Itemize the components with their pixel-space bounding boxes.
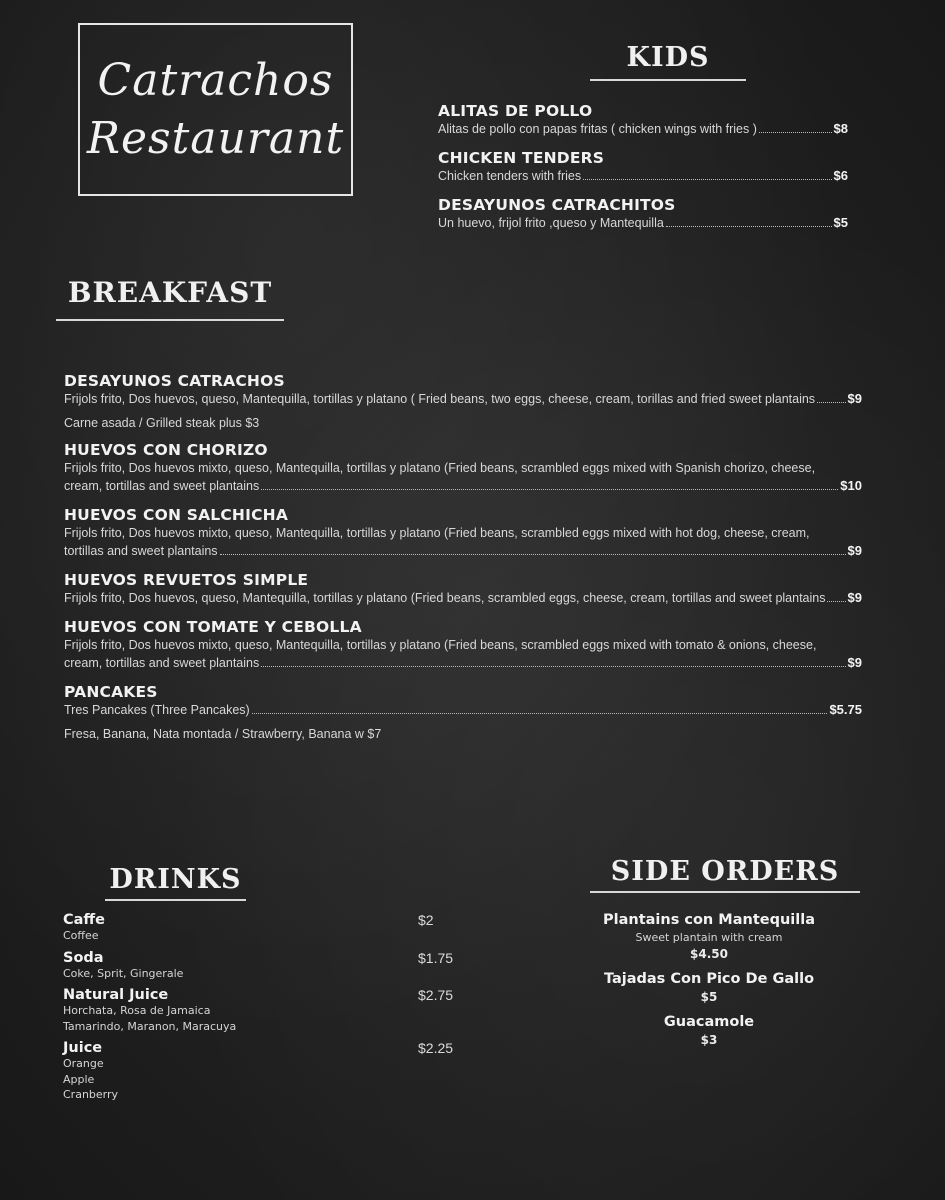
item-desc-row	[64, 701, 862, 719]
menu-item	[438, 102, 848, 138]
item-desc: Chicken tenders with fries	[438, 169, 582, 183]
item-price: $6	[833, 168, 848, 183]
drink-name: Natural Juice	[63, 987, 169, 1003]
item-price: $10	[840, 478, 862, 493]
drinks-section	[63, 912, 483, 1109]
drink-item	[63, 987, 483, 1034]
item-desc-row	[64, 589, 862, 607]
item-desc-row	[64, 390, 862, 408]
drink-sub: Orange	[63, 1057, 104, 1070]
leader-dots	[220, 554, 846, 555]
drink-item	[63, 912, 483, 944]
side-item	[590, 971, 828, 1004]
item-desc: Alitas de pollo con papas fritas ( chicken wings with fries )	[438, 122, 757, 136]
item-price: $9	[847, 655, 862, 670]
item-name: DESAYUNOS CATRACHITOS	[438, 196, 676, 214]
item-name: HUEVOS CON SALCHICHA	[64, 506, 289, 524]
menu-item	[64, 506, 862, 560]
item-name: CHICKEN TENDERS	[438, 149, 605, 167]
item-price: $9	[847, 590, 862, 605]
drink-price: $2	[418, 912, 434, 928]
breakfast-section	[64, 372, 862, 752]
drink-sub: Coffee	[63, 929, 99, 942]
side-name: Guacamole	[663, 1014, 755, 1030]
side-price: $3	[700, 1033, 718, 1047]
leader-dots	[817, 402, 845, 403]
logo-line-2: Restaurant	[86, 112, 345, 164]
side-item	[590, 1014, 828, 1047]
kids-section-title: KIDS	[590, 42, 746, 81]
item-desc-row	[64, 542, 862, 560]
drink-name: Caffe	[63, 912, 106, 928]
drink-price: $1.75	[418, 949, 454, 966]
drink-price: $2.75	[418, 987, 454, 1003]
item-desc-line: Frijols frito, Dos huevos mixto, queso, Mantequilla, tortillas y platano (Fried beans, scrambled eggs mixed with Spanish chorizo, cheese,	[64, 461, 816, 475]
drink-sub: Coke, Sprit, Gingerale	[63, 966, 184, 980]
menu-item	[64, 618, 862, 672]
item-name: DESAYUNOS CATRACHOS	[64, 372, 285, 390]
item-price: $9	[847, 543, 862, 558]
item-desc: Un huevo, frijol frito ,queso y Mantequilla	[438, 216, 664, 230]
item-note: Fresa, Banana, Nata montada / Strawberry, Banana w $7	[64, 727, 382, 741]
drink-sub: Apple	[63, 1072, 95, 1086]
item-price: $5.75	[829, 702, 862, 717]
item-price: $9	[847, 391, 862, 406]
leader-dots	[827, 601, 845, 602]
item-desc-row	[64, 654, 862, 672]
item-name: HUEVOS REVUETOS SIMPLE	[64, 571, 309, 589]
leader-dots	[583, 179, 831, 180]
side-orders-section-title: SIDE ORDERS	[590, 856, 860, 893]
leader-dots	[252, 713, 828, 714]
side-name: Tajadas Con Pico De Gallo	[603, 971, 815, 987]
item-price: $5	[833, 215, 848, 230]
side-price: $4.50	[690, 947, 728, 961]
item-price: $8	[833, 121, 848, 136]
drink-name: Soda	[63, 949, 104, 966]
drink-item	[63, 1040, 483, 1103]
item-note: Carne asada / Grilled steak plus $3	[64, 416, 260, 430]
menu-item	[438, 149, 848, 185]
item-desc: Frijols frito, Dos huevos, queso, Mantequilla, tortillas y platano ( Fried beans, two eggs, cheese, cream, torillas and fried sweet plantains	[64, 392, 816, 406]
restaurant-logo	[78, 23, 353, 196]
leader-dots	[759, 132, 832, 133]
drink-price: $2.25	[418, 1040, 454, 1056]
leader-dots	[666, 226, 832, 227]
item-desc-line: Frijols frito, Dos huevos mixto, queso, Mantequilla, tortillas y platano (Fried beans, scrambled eggs mixed with hot dog, cheese, cream,	[64, 526, 810, 540]
item-name: HUEVOS CON CHORIZO	[64, 441, 268, 459]
side-sub: Sweet plantain with cream	[635, 931, 783, 944]
menu-item	[64, 372, 862, 430]
side-orders-section	[590, 912, 828, 1057]
logo-line-1: Catrachos	[97, 54, 334, 106]
item-desc: Frijols frito, Dos huevos, queso, Mantequilla, tortillas y platano (Fried beans, scrambled eggs, cheese, cream, tortillas and sweet plantains	[64, 591, 826, 605]
item-desc: Tres Pancakes (Three Pancakes)	[64, 703, 250, 717]
drink-name: Juice	[63, 1040, 103, 1056]
item-desc: cream, tortillas and sweet plantains	[64, 656, 260, 670]
breakfast-section-title: BREAKFAST	[56, 276, 284, 321]
side-item	[590, 912, 828, 961]
drinks-section-title: DRINKS	[105, 864, 246, 901]
menu-item	[64, 683, 862, 741]
item-desc-row	[438, 214, 848, 232]
menu-item	[64, 441, 862, 495]
side-name: Plantains con Mantequilla	[602, 912, 816, 928]
side-price: $5	[700, 990, 718, 1004]
drink-sub: Horchata, Rosa de Jamaica	[63, 1004, 211, 1017]
leader-dots	[261, 666, 845, 667]
item-name: ALITAS DE POLLO	[438, 102, 593, 120]
item-desc-line: Frijols frito, Dos huevos mixto, queso, Mantequilla, tortillas y platano (Fried beans, scrambled eggs mixed with tomato & onions, cheese,	[64, 638, 817, 652]
leader-dots	[261, 489, 838, 490]
item-desc-row	[438, 120, 848, 138]
item-desc-row	[438, 167, 848, 185]
item-desc-row	[64, 477, 862, 495]
item-desc: cream, tortillas and sweet plantains	[64, 479, 260, 493]
item-desc: tortillas and sweet plantains	[64, 544, 218, 558]
drink-sub: Tamarindo, Maranon, Maracuya	[63, 1019, 237, 1033]
item-name: PANCAKES	[64, 683, 158, 701]
kids-section	[438, 102, 848, 243]
drink-sub: Cranberry	[63, 1088, 119, 1101]
drink-item	[63, 950, 483, 982]
menu-item	[438, 196, 848, 232]
item-name: HUEVOS CON TOMATE Y CEBOLLA	[64, 618, 362, 636]
menu-item	[64, 571, 862, 607]
